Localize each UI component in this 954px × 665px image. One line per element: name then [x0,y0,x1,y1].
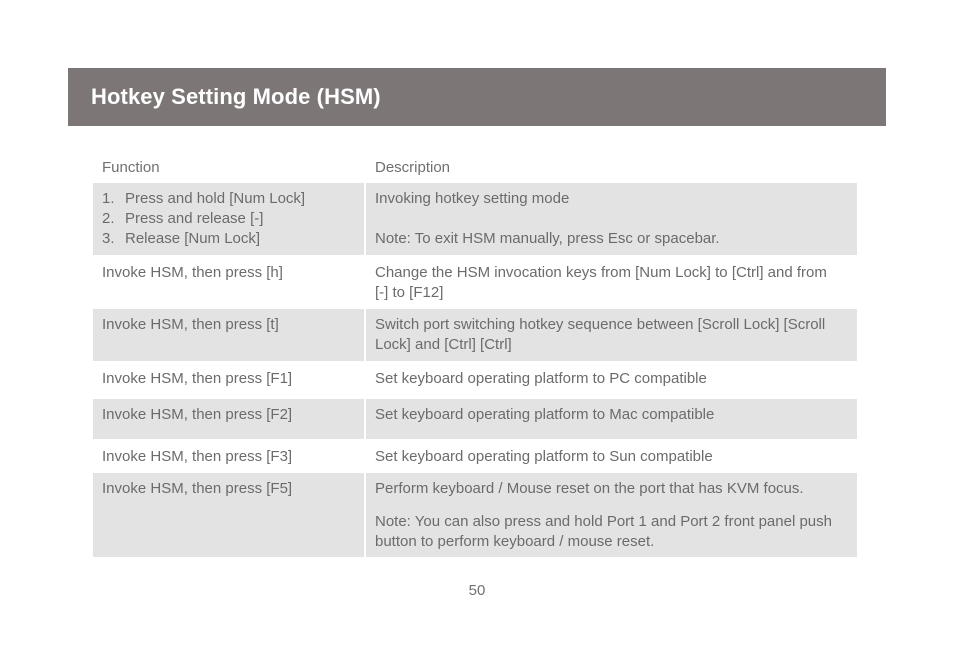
description-cell: Set keyboard operating platform to Sun compatible [365,440,857,472]
description-cell: Invoking hotkey setting mode Note: To exit HSM manually, press Esc or spacebar. [365,183,857,256]
description-cell: Change the HSM invocation keys from [Num Lock] to [Ctrl] and from [-] to [F12] [365,256,857,308]
step-item: 3. Release [Num Lock] [102,230,261,247]
function-cell: Invoke HSM, then press [F3] [93,440,365,472]
table-row [93,308,857,362]
page-title: Hotkey Setting Mode (HSM) [91,84,381,109]
section-header [68,68,886,126]
table-row [93,183,857,256]
note-text: Note: You can also press and hold Port 1 and Port 2 front panel push button to perform keyboard / mouse reset. [375,513,832,550]
column-header-description: Description [375,159,451,176]
table-row [93,440,857,472]
function-cell: Invoke HSM, then press [F2] [93,398,365,440]
table-row [93,398,857,440]
function-cell: Invoke HSM, then press [t] [93,308,365,362]
function-cell [93,183,365,256]
hotkey-table [93,152,857,557]
description-cell: Set keyboard operating platform to PC compatible [365,362,857,398]
page-number: 50 [468,582,486,599]
table-row [93,256,857,308]
note-text: Note: To exit HSM manually, press Esc or spacebar. [375,230,720,247]
description-cell: Switch port switching hotkey sequence between [Scroll Lock] [Scroll Lock] and [Ctrl] [Ctrl] [365,308,857,362]
table-row [93,472,857,557]
column-header-function: Function [93,152,365,183]
step-item: 1. Press and hold [Num Lock] [102,190,306,207]
function-cell: Invoke HSM, then press [F5] [93,472,365,557]
description-cell: Set keyboard operating platform to Mac compatible [365,398,857,440]
description-cell: Perform keyboard / Mouse reset on the port that has KVM focus. Note: You can also press and hold Port 1 and Port 2 front panel push button to perform keyboard / mouse reset. [365,472,857,557]
table-header-row [93,152,857,183]
function-cell: Invoke HSM, then press [F1] [93,362,365,398]
function-cell: Invoke HSM, then press [h] [93,256,365,308]
step-item: 2. Press and release [-] [102,210,264,227]
step-list [102,189,356,249]
table-row [93,362,857,398]
